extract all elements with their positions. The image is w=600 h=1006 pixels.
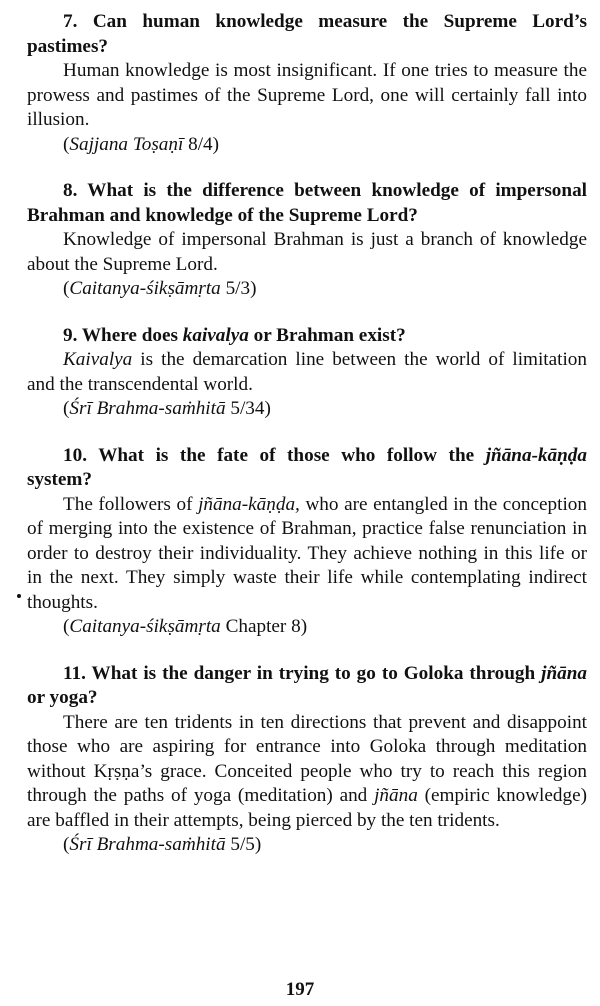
text-run-0: The followers of (63, 493, 199, 515)
italic-run-1: Caitanya-śikṣāmṛta (69, 616, 221, 637)
text-run-0: Human knowledge is most insignificant. If one tries to measure the prowess and pastimes of the Supreme Lord, one will certainly fall into illusion. (27, 60, 587, 130)
reference-9 (63, 397, 587, 422)
question-10 (27, 444, 587, 493)
answer-11 (27, 711, 587, 834)
text-run-2: or yoga? (27, 687, 98, 708)
italic-run-0: Kaivalya (63, 349, 133, 370)
text-run-0: 10. What is the fate of those who follow the (63, 444, 486, 466)
margin-mark (17, 594, 21, 598)
reference-7 (63, 133, 587, 158)
qa-block-11 (27, 662, 587, 858)
qa-block-8 (27, 179, 587, 302)
italic-run-1: Sajjana Toṣaṇī (69, 133, 184, 155)
text-run-0: There are ten tridents in ten directions that prevent and disappoint those who are aspiring for entrance into Goloka through meditation without Kṛṣṇa’s grace. Conceited people who try to reach this region through the paths of yoga (meditation) and (27, 711, 587, 806)
page-number: 197 (285, 979, 315, 1000)
text-run-0: ( (63, 278, 70, 299)
text-run-0: 11. What is the danger in trying to go to Goloka through (63, 662, 542, 684)
text-run-2: Chapter 8) (220, 616, 308, 637)
text-run-0: ( (63, 133, 70, 155)
text-run-0: 9. Where does (63, 324, 183, 346)
answer-7 (27, 59, 587, 133)
qa-block-7 (27, 10, 587, 157)
italic-run-1: Śrī Brahma-saṁhitā (69, 834, 226, 855)
reference-8 (63, 277, 587, 302)
reference-10 (63, 615, 587, 640)
text-run-0: 7. Can human knowledge measure the Supreme Lord’s pastimes? (27, 11, 587, 57)
italic-run-1: jñāna-kāṇḍa, (198, 493, 300, 515)
text-run-0: Knowledge of impersonal Brahman is just a branch of knowledge about the Supreme Lord. (27, 229, 587, 275)
text-run-2: or Brahman exist? (248, 324, 406, 346)
page-body (27, 10, 587, 880)
text-run-2: system? (27, 469, 93, 490)
question-8 (27, 179, 587, 228)
italic-run-1: kaivalya (182, 324, 249, 346)
question-11 (27, 662, 587, 711)
text-run-0: ( (63, 616, 70, 637)
text-run-2: 5/5) (225, 834, 262, 855)
italic-run-1: jñāna (374, 785, 418, 806)
answer-9 (27, 348, 587, 397)
text-run-0: 8. What is the difference between knowledge of impersonal Brahman and knowledge of the Supreme Lord? (27, 180, 587, 226)
question-9 (27, 324, 587, 349)
italic-run-1: jñāna-kāṇḍa (485, 444, 587, 466)
text-run-2: 5/34) (225, 398, 271, 419)
text-run-2: (empiric knowledge) are baffled in their attempts, being pierced by the ten tridents. (27, 785, 587, 831)
question-7 (27, 10, 587, 59)
italic-run-1: Caitanya-śikṣāmṛta (69, 278, 221, 299)
qa-block-10 (27, 444, 587, 640)
text-run-0: ( (63, 398, 70, 419)
text-run-2: 8/4) (183, 133, 220, 155)
text-run-2: 5/3) (220, 278, 257, 299)
reference-11 (63, 833, 587, 858)
qa-block-9 (27, 324, 587, 422)
text-run-0: ( (63, 834, 70, 855)
text-run-2: who are entangled in the conception of merging into the existence of Brahman, practice false renunciation in order to destroy their individuality. They achieve nothing in this life or in the next. They simply waste their life while contemplating indirect thoughts. (27, 493, 587, 613)
italic-run-1: jñāna (541, 662, 587, 684)
italic-run-1: Śrī Brahma-saṁhitā (69, 398, 226, 419)
answer-10 (27, 493, 587, 616)
answer-8 (27, 228, 587, 277)
text-run-1: is the demarcation line between the world of limitation and the transcendental world. (27, 349, 587, 395)
